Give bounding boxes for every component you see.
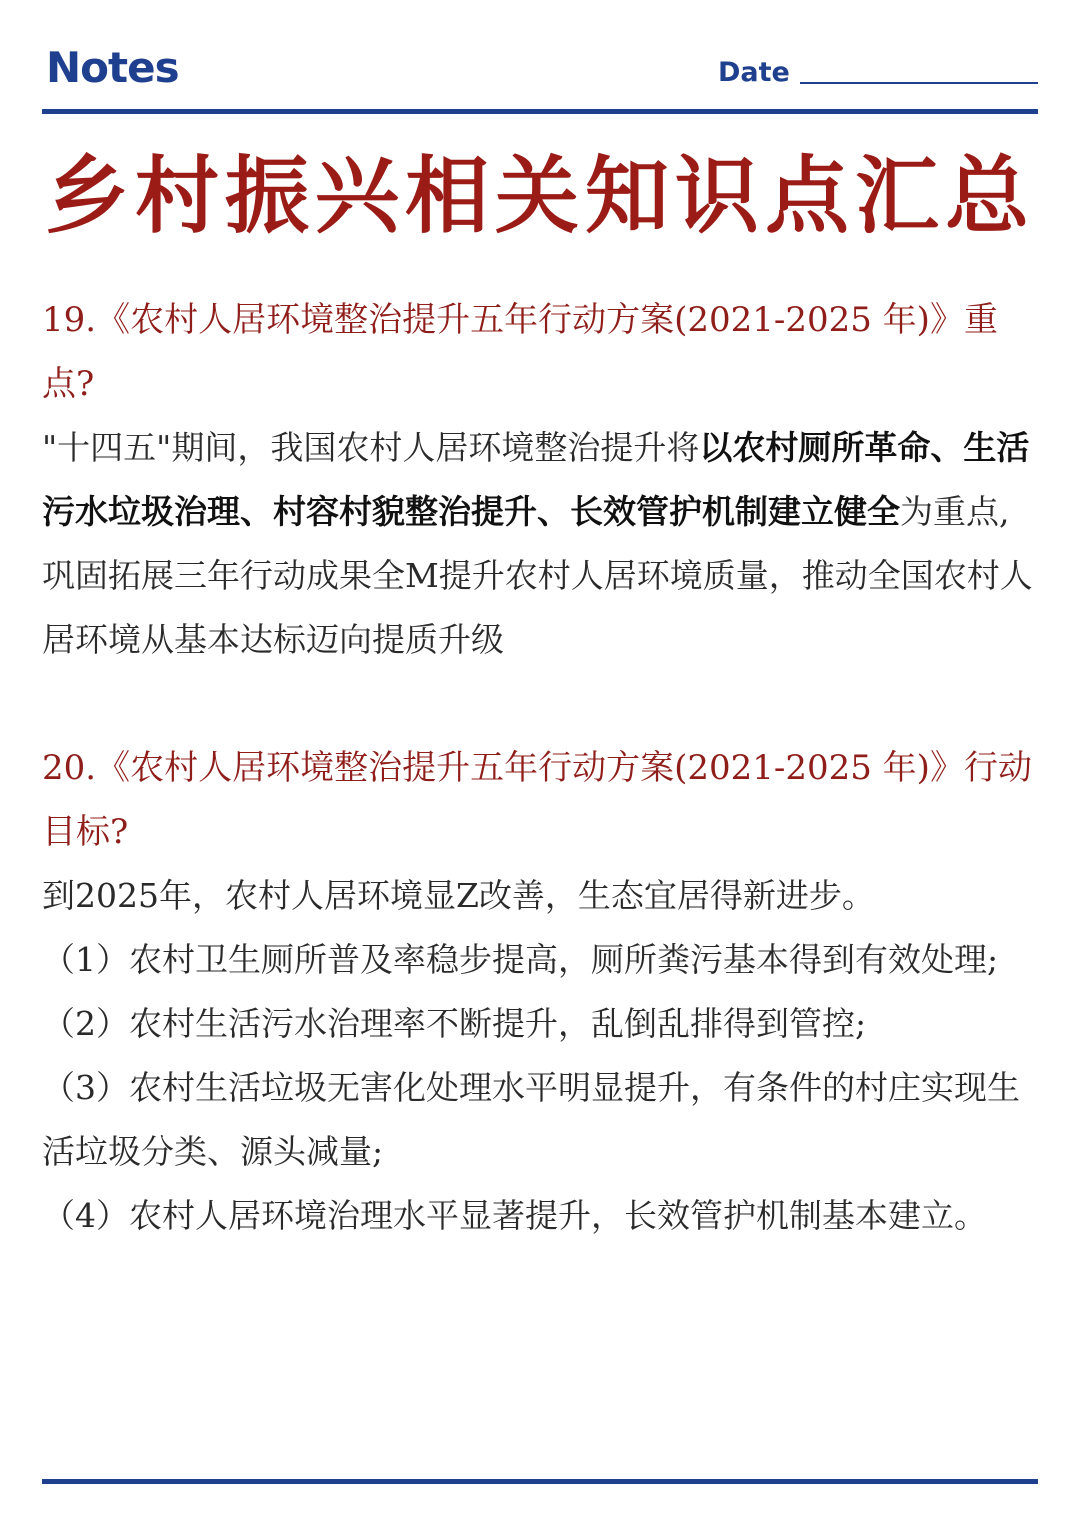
date-underline bbox=[800, 82, 1038, 84]
answer-19 bbox=[42, 416, 1038, 672]
answer-19-tail: 为重点,巩固拓展三年行动成果全M提升农村人居环境质量，推动全国农村人居环境从基本达标迈向提质升级 bbox=[42, 492, 1033, 659]
question-20: 20.《农村人居环境整治提升五年行动方案(2021-2025 年)》行动目标? bbox=[42, 748, 1032, 852]
goal-item-2: （2）农村生活污水治理率不断提升，乱倒乱排得到管控; bbox=[42, 1004, 867, 1043]
page-title: 乡村振兴相关知识点汇总 bbox=[44, 147, 1035, 245]
notes-label: Notes bbox=[46, 43, 179, 92]
goal-item-3: （3）农村生活垃圾无害化处理水平明显提升，有条件的村庄实现生活垃圾分类、源头减量; bbox=[42, 1068, 1020, 1171]
date-label: Date bbox=[718, 57, 790, 88]
question-19: 19.《农村人居环境整治提升五年行动方案(2021-2025 年)》重点? bbox=[42, 300, 998, 404]
section-gap bbox=[42, 672, 1038, 736]
answer-19-lead: "十四五"期间，我国农村人居环境整治提升将 bbox=[42, 428, 700, 467]
answer-20-intro: 到2025年，农村人居环境显Z改善，生态宜居得新进步。 bbox=[42, 876, 875, 915]
bottom-divider bbox=[42, 1479, 1038, 1484]
notes-content bbox=[42, 288, 1038, 1248]
answer-20 bbox=[42, 864, 1038, 1248]
top-divider bbox=[42, 109, 1038, 114]
goal-item-4: （4）农村人居环境治理水平显著提升，长效管护机制基本建立。 bbox=[42, 1196, 987, 1235]
goal-item-1: （1）农村卫生厕所普及率稳步提高，厕所粪污基本得到有效处理; bbox=[42, 940, 999, 979]
answer-19-key-points: 以农村厕所革命、生活污水垃圾治理、村容村貌整治提升、长效管护机制建立健全 bbox=[42, 428, 1030, 531]
